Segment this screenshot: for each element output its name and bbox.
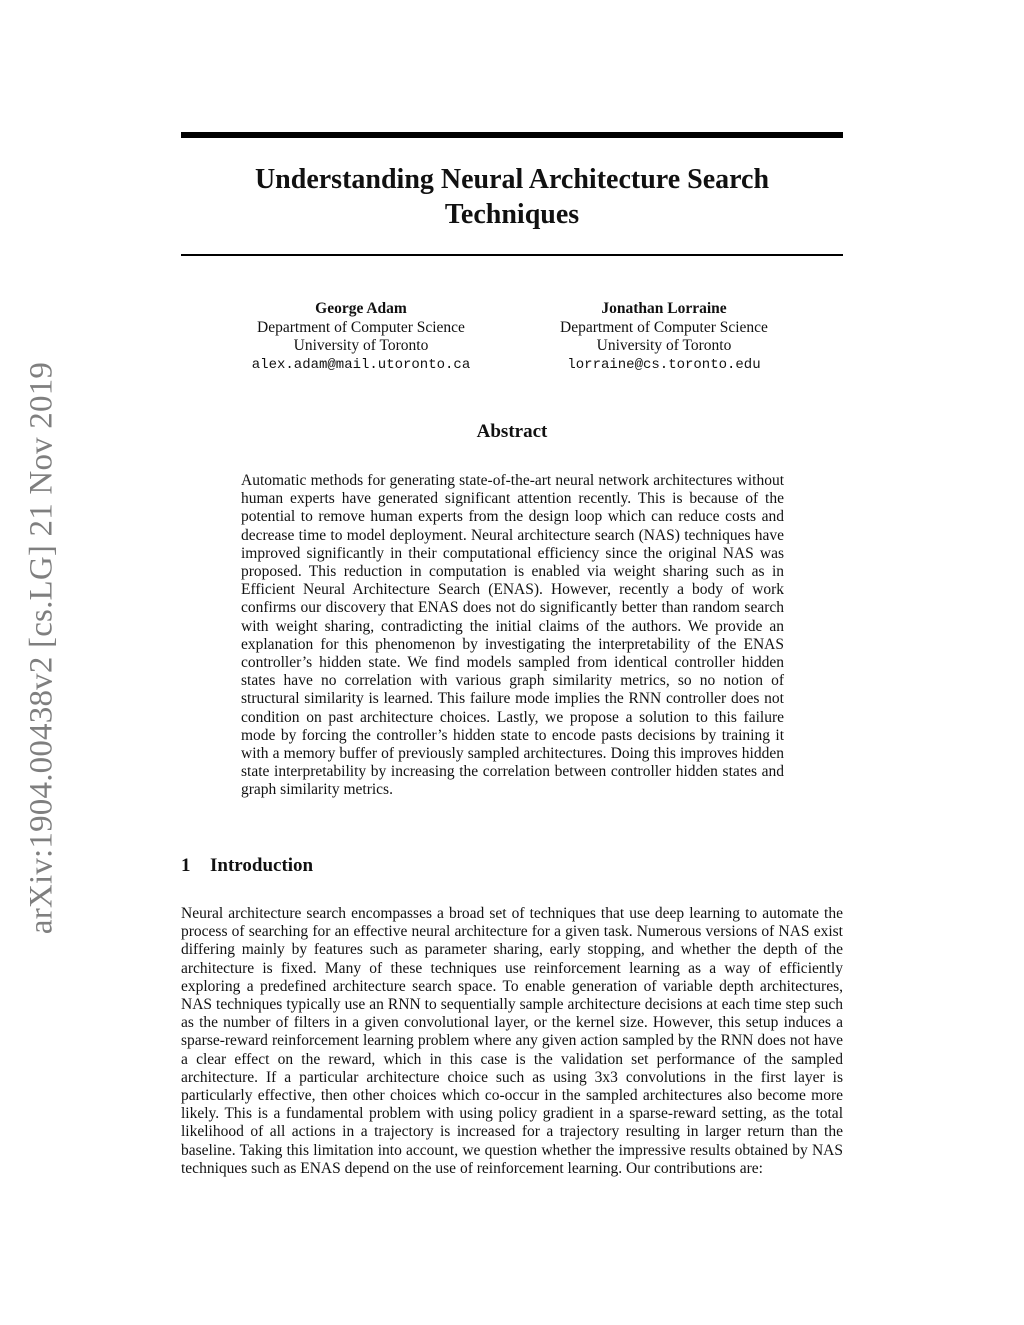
section-heading-introduction bbox=[181, 855, 313, 877]
abstract-heading: Abstract bbox=[476, 421, 548, 442]
author-department: Department of Computer Science bbox=[257, 318, 465, 336]
arxiv-identifier-stamp: arXiv:1904.00438v2 [cs.LG] 21 Nov 2019 bbox=[23, 361, 60, 935]
author-email[interactable]: lorraine@cs.toronto.edu bbox=[567, 356, 761, 373]
title-bottom-rule bbox=[181, 254, 843, 256]
author-department: Department of Computer Science bbox=[560, 318, 768, 336]
paper-title-line-1: Understanding Neural Architecture Search bbox=[254, 164, 770, 195]
introduction-text: Neural architecture search encompasses a broad set of techniques that use deep learning to automate the process of searching for an effective neural architecture for a given task. Numerous versions of NAS exist differing mainly by features such as parameter sharing, early stopping, and whether the depth of the architecture is fixed. Many of these techniques use reinforcement learning as a way of efficiently exploring a predefined architecture search space. To enable generation of variable depth architectures, NAS techniques typically use an RNN to sequentially sample architecture decisions at each time step such as the number of filters in a given convolutional layer, or the kernel size. However, this setup induces a sparse-reward reinforcement learning problem where any given action sampled by the RNN does not have a clear effect on the reward, which in this case is the validation set performance of the sampled architecture. If a particular architecture choice such as using 3x3 convolutions in the first layer is particularly effective, then other choices which co-occur in the sampled architectures also become more likely. This is a fundamental problem with using policy gradient in a sparse-reward setting, as the total likelihood of all actions in a trajectory is increased for a trajectory resulting in larger return than the baseline. Taking this limitation into account, we question whether the impressive results obtained by NAS techniques such as ENAS depend on the use of reinforcement learning. Our contributions are: bbox=[181, 905, 843, 1177]
author-block-1 bbox=[221, 300, 501, 374]
title-top-rule bbox=[181, 132, 843, 138]
paper-title-line-2: Techniques bbox=[444, 199, 580, 230]
author-name: George Adam bbox=[315, 300, 407, 317]
section-number: 1 bbox=[181, 855, 191, 876]
section-title: Introduction bbox=[210, 855, 314, 876]
abstract-text: Automatic methods for generating state-of-the-art neural network architectures without human experts have generated significant attention recently. This is because of the potential to remove human experts from the design loop which can reduce costs and decrease time to model deployment. Neural architecture search (NAS) techniques have improved significantly in their computational efficiency since the original NAS was proposed. This reduction in computation is enabled via weight sharing such as in Efficient Neural Architecture Search (ENAS). However, recently a body of work confirms our discovery that ENAS does not do significantly better than random search with weight sharing, contradicting the initial claims of the authors. We provide an explanation for this phenomenon by investigating the interpretability of the ENAS controller’s hidden state. We find models sampled from identical controller hidden states have no correlation with various graph similarity metrics, so no notion of structural similarity is learned. This failure mode implies the RNN controller does not condition on past architecture choices. Lastly, we propose a solution to this failure mode by forcing the controller’s hidden state to encode pasts decisions by training it with a memory buffer of previously sampled architectures. Doing this improves hidden state interpretability by increasing the correlation between controller hidden states and graph similarity metrics. bbox=[241, 472, 784, 799]
author-university: University of Toronto bbox=[293, 337, 429, 354]
author-name: Jonathan Lorraine bbox=[601, 300, 727, 317]
author-university: University of Toronto bbox=[596, 337, 732, 354]
author-email[interactable]: alex.adam@mail.utoronto.ca bbox=[251, 356, 471, 373]
author-block-2 bbox=[524, 300, 804, 374]
paper-title bbox=[181, 162, 843, 232]
